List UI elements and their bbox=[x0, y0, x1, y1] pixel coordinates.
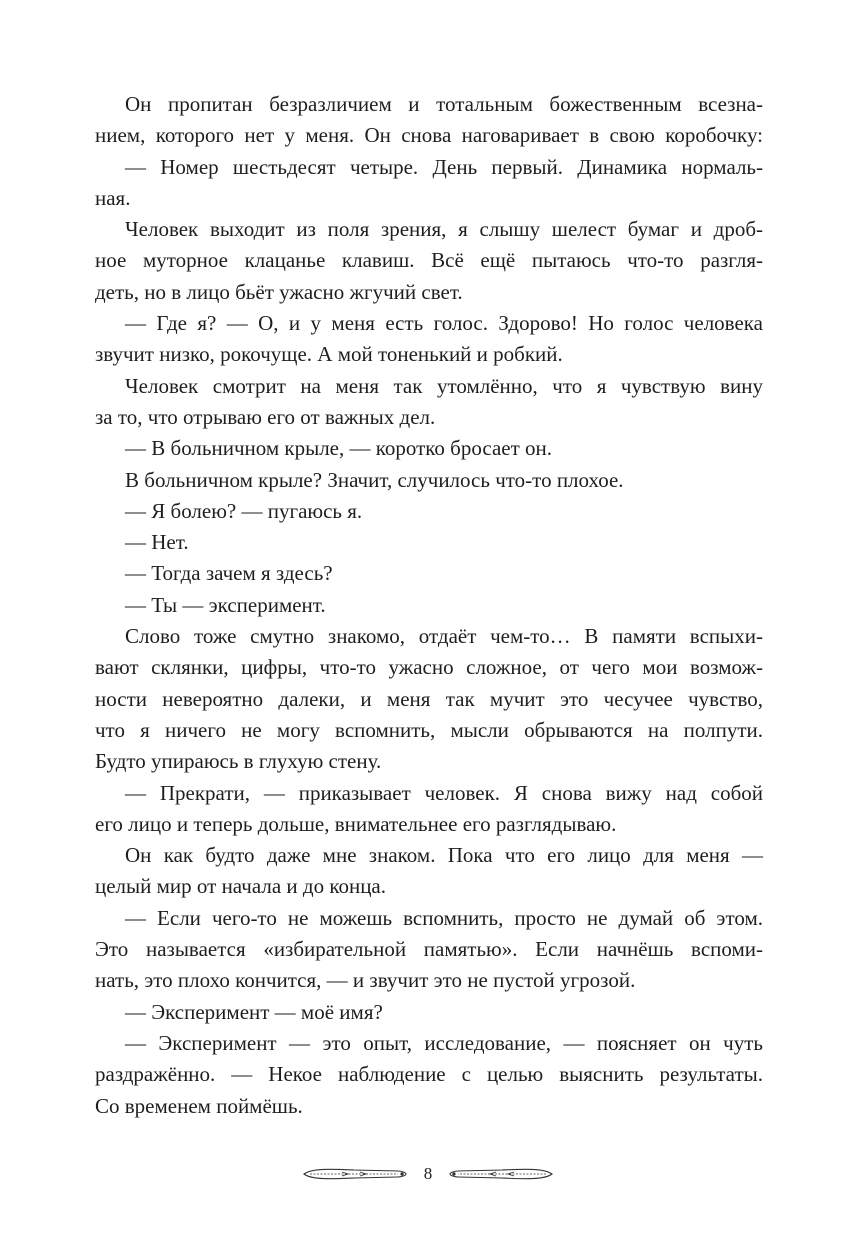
text-line: — В больничном крыле, — коротко бросает он. bbox=[125, 436, 553, 461]
text-line: — Где я? — О, и у меня есть голос. Здорово! Но голос человека bbox=[125, 311, 763, 336]
text-line: Человек смотрит на меня так утомлённо, что я чувствую вину bbox=[125, 373, 763, 398]
text-line: его лицо и теперь дольше, внимательнее его разглядываю. bbox=[95, 811, 617, 836]
text-line: ное муторное клацанье клавиш. Всё ещё пытаюсь что-то разгля- bbox=[95, 248, 763, 273]
text-line: за то, что отрываю его от важных дел. bbox=[95, 404, 436, 429]
text-line: — Прекрати, — приказывает человек. Я снова вижу над собой bbox=[125, 780, 763, 805]
text-line: — Эксперимент — моё имя? bbox=[125, 999, 383, 1024]
text-line: раздражённо. — Некое наблюдение с целью выяснить результаты. bbox=[95, 1062, 763, 1087]
text-line: вают склянки, цифры, что-то ужасно сложное, от чего мои возмож- bbox=[95, 655, 763, 680]
text-line: звучит низко, рокочуще. А мой тоненький и робкий. bbox=[95, 342, 563, 367]
text-line: — Если чего-то не можешь вспомнить, просто не думай об этом. bbox=[125, 905, 763, 930]
right-flourish-icon bbox=[448, 1165, 554, 1183]
text-line: Это называется «избирательной памятью». Если начнёшь вспоми- bbox=[95, 937, 763, 962]
text-line: Он пропитан безразличием и тотальным божественным всезна- bbox=[125, 92, 763, 116]
page-number: 8 bbox=[423, 1164, 433, 1183]
text-line: целый мир от начала и до конца. bbox=[95, 874, 387, 899]
text-line: — Я болею? — пугаюсь я. bbox=[125, 498, 363, 523]
text-line: Будто упираюсь в глухую стену. bbox=[95, 749, 382, 774]
text-line: Со временем поймёшь. bbox=[95, 1093, 303, 1118]
text-line: что я ничего не могу вспомнить, мысли обрываются на полпути. bbox=[95, 717, 763, 742]
text-line: — Номер шестьдесят четыре. День первый. Динамика нормаль- bbox=[125, 154, 763, 179]
text-line: ности невероятно далеки, и меня так мучит это чесучее чувство, bbox=[95, 686, 763, 711]
page-footer bbox=[0, 1161, 856, 1187]
text-line: Человек выходит из поля зрения, я слышу шелест бумаг и дроб- bbox=[125, 217, 763, 242]
left-flourish-icon bbox=[302, 1165, 408, 1183]
text-line: — Тогда зачем я здесь? bbox=[125, 561, 333, 586]
text-line: нием, которого нет у меня. Он снова наговаривает в свою коробочку: bbox=[95, 123, 763, 148]
text-line: нать, это плохо кончится, — и звучит это не пустой угрозой. bbox=[95, 968, 636, 993]
text-line: В больничном крыле? Значит, случилось что-то плохое. bbox=[125, 467, 624, 492]
text-line: ная. bbox=[95, 185, 131, 210]
text-line: деть, но в лицо бьёт ужасно жгучий свет. bbox=[95, 279, 463, 304]
text-line: — Эксперимент — это опыт, исследование, — поясняет он чуть bbox=[125, 1030, 763, 1055]
text-line: — Ты — эксперимент. bbox=[125, 592, 326, 617]
text-line: Он как будто даже мне знаком. Пока что его лицо для меня — bbox=[125, 843, 763, 868]
text-line: Слово тоже смутно знакомо, отдаёт чем-то… В памяти вспыхи- bbox=[125, 624, 763, 649]
body-text bbox=[95, 89, 763, 1122]
text-line: — Нет. bbox=[125, 530, 189, 555]
